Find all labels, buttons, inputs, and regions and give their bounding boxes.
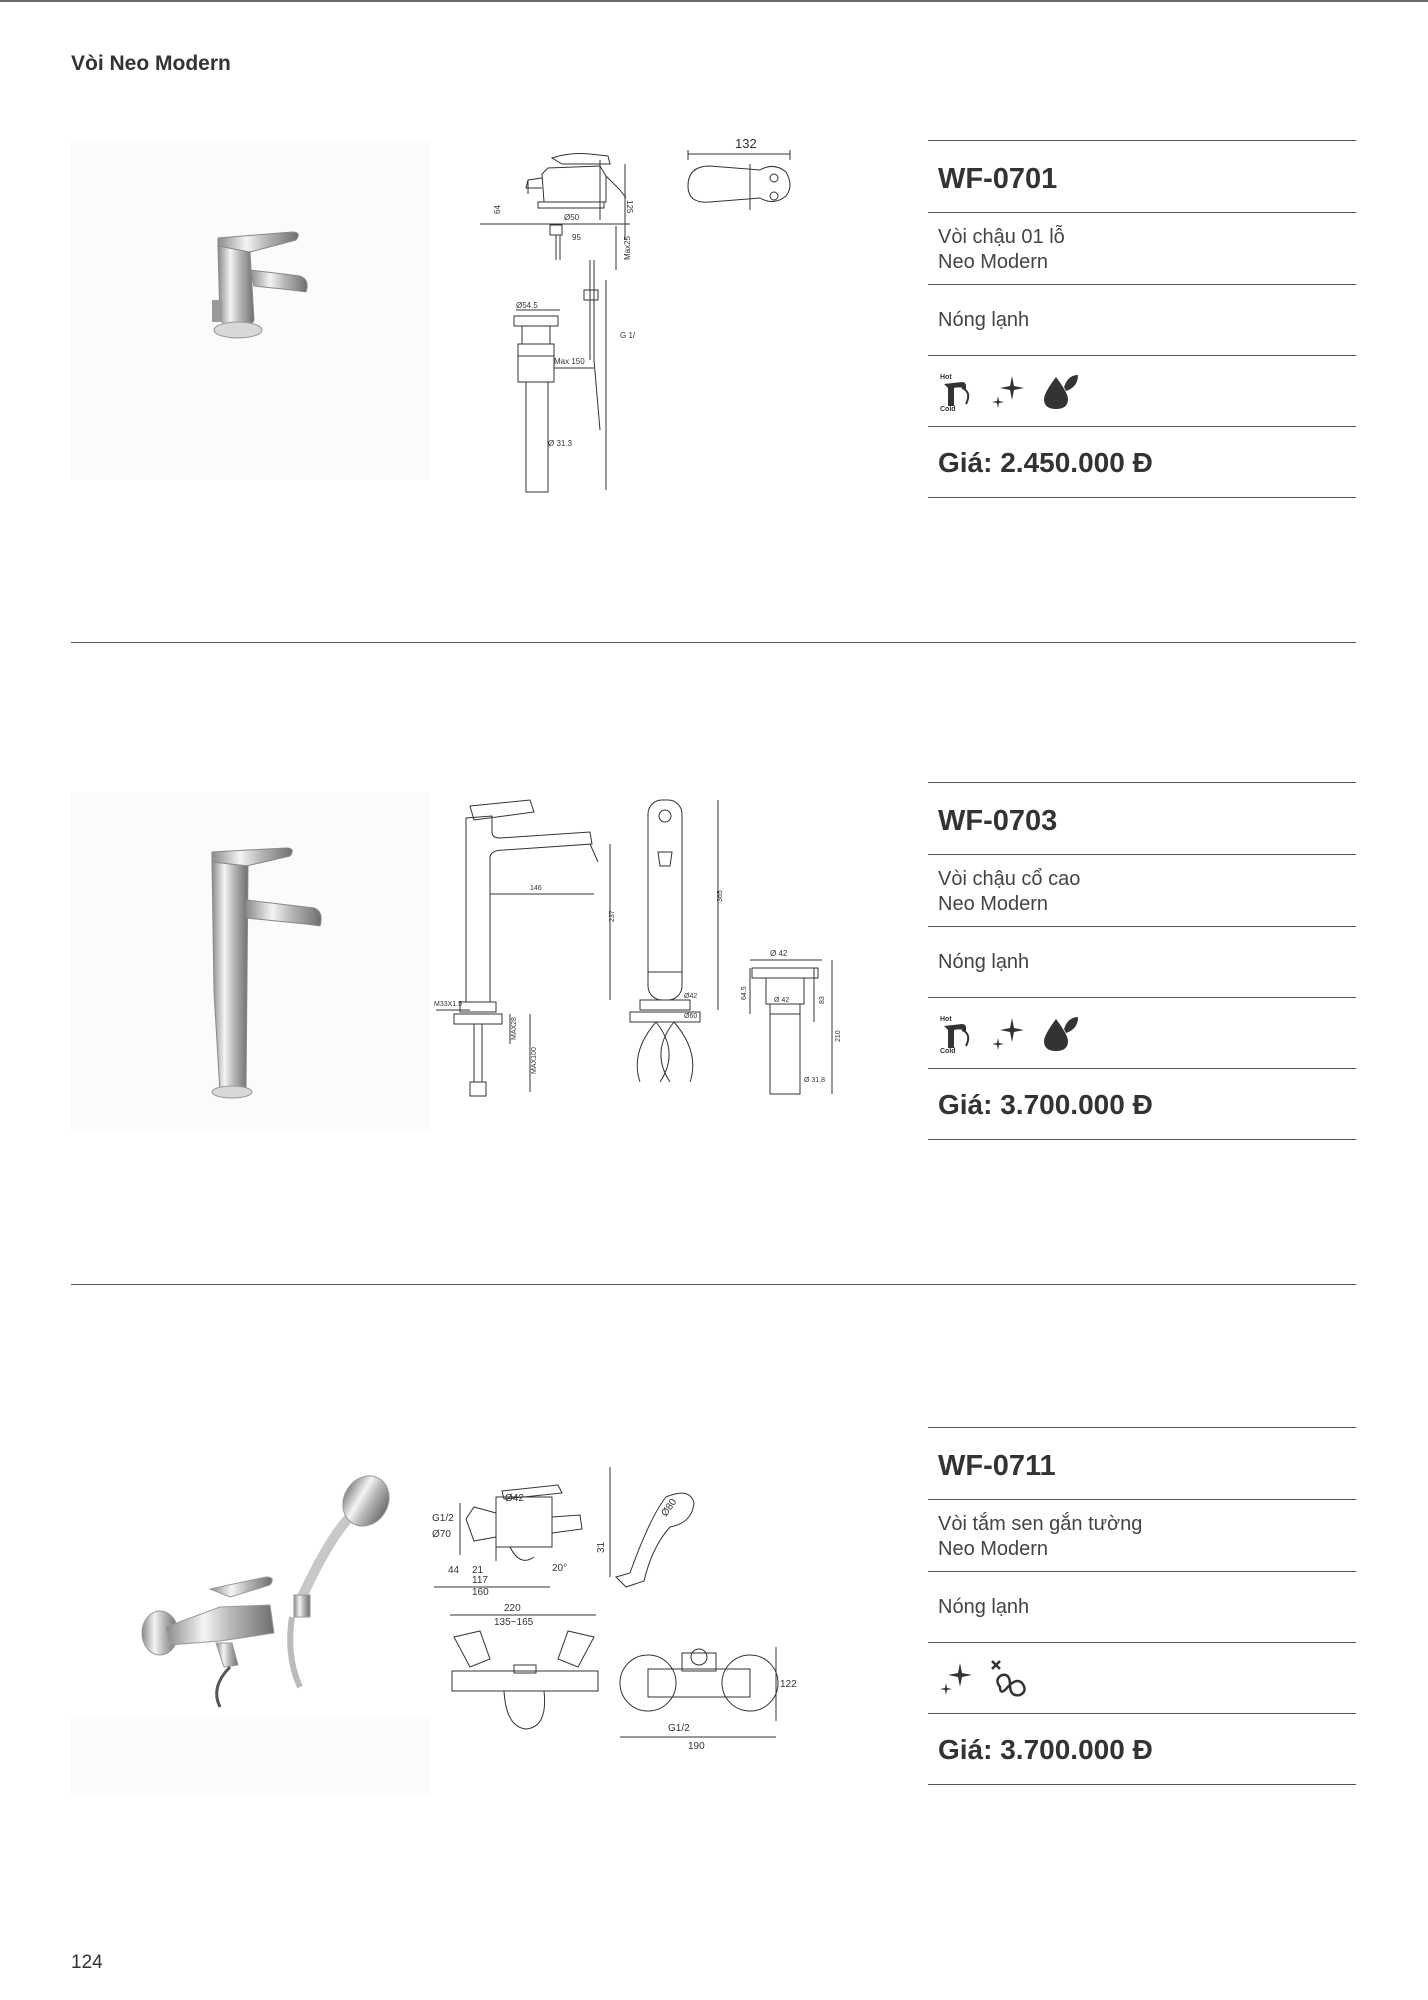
anti-tangle-hose-icon [988, 1657, 1032, 1699]
hot-cold-icon [938, 1012, 976, 1054]
svg-text:117: 117 [472, 1575, 488, 1586]
svg-text:Ø42: Ø42 [505, 1493, 524, 1504]
svg-text:MAX100: MAX100 [531, 1047, 538, 1074]
feature-icons [928, 355, 1356, 426]
svg-text:Hot: Hot [940, 374, 952, 381]
svg-text:Hot: Hot [940, 1016, 952, 1023]
feature-icons [928, 997, 1356, 1068]
sparkle-icon [938, 1659, 974, 1697]
product-description [928, 1499, 1356, 1571]
svg-text:Cold: Cold [940, 1048, 956, 1054]
svg-text:Cold: Cold [940, 406, 956, 412]
product-price: Giá: 2.450.000 Đ [928, 426, 1356, 498]
svg-text:Ø42: Ø42 [684, 993, 698, 1000]
svg-text:Ø 31.8: Ø 31.8 [804, 1077, 826, 1084]
svg-text:220: 220 [504, 1603, 521, 1614]
product-price: Giá: 3.700.000 Đ [928, 1068, 1356, 1140]
product-wf-0703 [0, 782, 1428, 1162]
svg-text:135~165: 135~165 [494, 1617, 534, 1628]
svg-text:Ø60: Ø60 [684, 1013, 698, 1020]
water-leaf-icon [1040, 371, 1080, 411]
svg-text:21: 21 [472, 1565, 484, 1576]
svg-text:160: 160 [472, 1587, 489, 1598]
product-info [928, 1427, 1356, 1785]
svg-text:44: 44 [448, 1565, 460, 1576]
product-series: Neo Modern [938, 1538, 1049, 1560]
product-series: Neo Modern [938, 251, 1049, 273]
tall-basin-faucet-photo [70, 792, 430, 1122]
product-info [928, 782, 1356, 1140]
product-price: Giá: 3.700.000 Đ [928, 1713, 1356, 1785]
svg-text:Max25: Max25 [623, 235, 632, 260]
basin-faucet-photo [70, 140, 430, 470]
svg-text:95: 95 [572, 233, 581, 242]
svg-text:31: 31 [596, 1541, 607, 1553]
svg-text:Ø 31.3: Ø 31.3 [548, 439, 573, 448]
product-code: WF-0711 [928, 1427, 1356, 1499]
product-photo [70, 792, 430, 1132]
svg-text:146: 146 [530, 885, 542, 892]
sparkle-icon [990, 1014, 1026, 1052]
hot-cold-icon [938, 370, 976, 412]
product-type: Vòi chậu 01 lỗ [938, 226, 1065, 248]
feature-icons [928, 1642, 1356, 1713]
product-code: WF-0703 [928, 782, 1356, 854]
product-info [928, 140, 1356, 498]
product-description [928, 212, 1356, 284]
shower-mixer-photo [70, 1457, 430, 1717]
svg-text:20°: 20° [552, 1563, 568, 1574]
svg-text:64.5: 64.5 [741, 986, 748, 1000]
product-wf-0711 [0, 1427, 1428, 1807]
svg-text:Max 150: Max 150 [554, 357, 585, 366]
product-description [928, 854, 1356, 926]
svg-text:MAX28: MAX28 [511, 1017, 518, 1040]
svg-text:132: 132 [735, 136, 757, 151]
svg-text:190: 190 [688, 1741, 705, 1752]
svg-text:122: 122 [780, 1679, 797, 1690]
svg-text:Ø54.5: Ø54.5 [516, 301, 538, 310]
svg-text:G1/2: G1/2 [668, 1723, 690, 1734]
svg-text:365: 365 [717, 890, 724, 902]
temperature-type: Nóng lạnh [928, 284, 1356, 355]
svg-text:64: 64 [493, 205, 502, 214]
svg-text:125: 125 [625, 200, 634, 214]
section-title: Vòi Neo Modern [71, 52, 231, 75]
top-rule [0, 0, 1428, 2]
product-photo [70, 1457, 430, 1797]
svg-text:G1/2: G1/2 [432, 1513, 454, 1524]
technical-drawing [430, 792, 870, 1162]
svg-text:210: 210 [835, 1030, 842, 1042]
page-number: 124 [71, 1952, 103, 1973]
technical-drawing [430, 130, 870, 500]
sparkle-icon [990, 372, 1026, 410]
product-code: WF-0701 [928, 140, 1356, 212]
svg-text:237: 237 [609, 910, 616, 922]
product-type: Vòi chậu cổ cao [938, 868, 1081, 890]
temperature-type: Nóng lạnh [928, 1571, 1356, 1642]
section-divider [71, 1284, 1356, 1285]
svg-text:Ø 42: Ø 42 [770, 949, 788, 958]
technical-drawing [430, 1457, 870, 1827]
svg-text:M33X1.5: M33X1.5 [434, 1001, 463, 1008]
product-wf-0701 [0, 136, 1428, 520]
svg-text:Ø 42: Ø 42 [774, 997, 790, 1004]
product-photo [70, 140, 430, 480]
svg-text:83: 83 [819, 996, 826, 1004]
product-series: Neo Modern [938, 893, 1049, 915]
svg-text:G 1/: G 1/ [620, 331, 636, 340]
section-divider [71, 642, 1356, 643]
svg-text:Ø80: Ø80 [659, 1496, 680, 1519]
product-type: Vòi tắm sen gắn tường [938, 1513, 1143, 1535]
water-leaf-icon [1040, 1013, 1080, 1053]
temperature-type: Nóng lạnh [928, 926, 1356, 997]
svg-text:Ø70: Ø70 [432, 1529, 451, 1540]
svg-text:Ø50: Ø50 [564, 213, 580, 222]
